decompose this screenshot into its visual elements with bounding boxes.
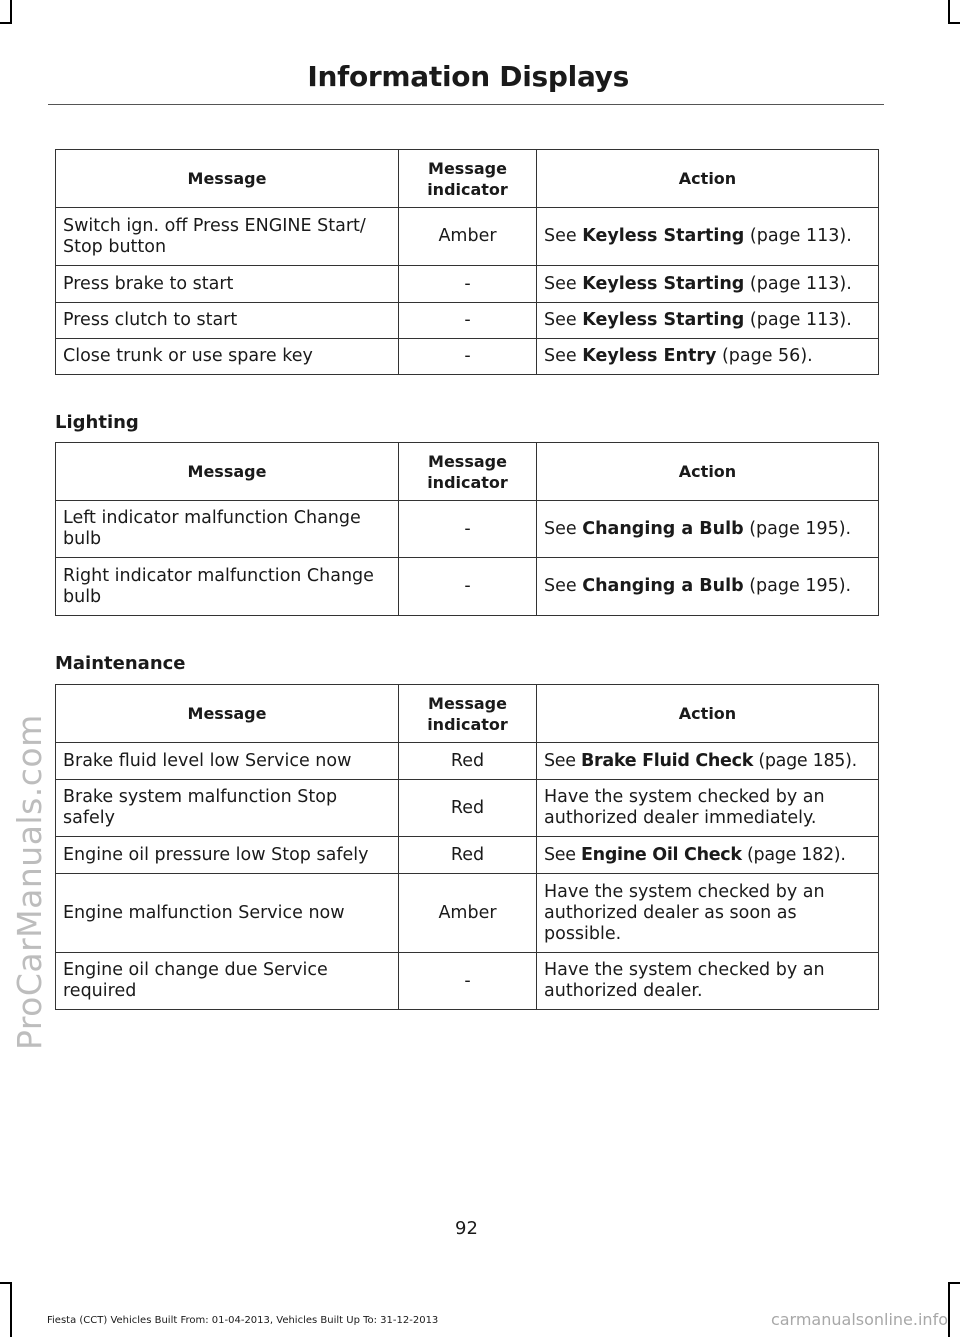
page-reference: (page 113).: [749, 226, 852, 246]
cross-reference-link[interactable]: Keyless Starting: [582, 310, 745, 330]
indicator-cell: -: [399, 953, 537, 1010]
action-cell: [537, 339, 879, 375]
crop-mark: [10, 0, 12, 22]
table-header-row: [56, 150, 879, 208]
table-row: [56, 339, 879, 375]
action-cell: [537, 266, 879, 303]
page-reference: (page 182).: [747, 844, 846, 865]
indicator-cell: Red: [399, 743, 537, 780]
page-reference: (page 56).: [721, 346, 813, 366]
page-reference: (page 195).: [749, 518, 852, 539]
indicator-cell: Amber: [399, 874, 537, 953]
crop-mark: [10, 1282, 12, 1337]
footer-site-watermark: carmanualsonline.info: [770, 1310, 948, 1329]
cross-reference-link[interactable]: Brake Fluid Check: [581, 750, 754, 771]
page-number: 92: [455, 1218, 478, 1239]
section-title-lighting: Lighting: [55, 412, 139, 433]
message-cell: Press brake to start: [56, 266, 399, 303]
page-reference: (page 113).: [749, 273, 852, 294]
action-cell: Have the system checked by an authorized dealer immediately.: [537, 780, 879, 837]
see-prefix: See: [544, 273, 577, 294]
cross-reference-link[interactable]: Changing a Bulb: [582, 518, 744, 539]
action-cell: [537, 501, 879, 558]
table-row: [56, 837, 879, 874]
message-table: [55, 442, 879, 616]
cross-reference-link[interactable]: Keyless Entry: [582, 346, 717, 366]
indicator-cell: -: [399, 339, 537, 375]
message-cell: Switch ign. off Press ENGINE Start/ Stop button: [56, 208, 399, 266]
section-title-maintenance: Maintenance: [55, 653, 186, 674]
message-cell: Close trunk or use spare key: [56, 339, 399, 375]
watermark-text: ProCarManuals.com: [10, 714, 49, 1050]
table-row: [56, 780, 879, 837]
header-rule: [48, 104, 884, 105]
see-prefix: See: [544, 346, 577, 366]
message-cell: Brake fluid level low Service now: [56, 743, 399, 780]
indicator-cell: Red: [399, 837, 537, 874]
message-cell: Press clutch to start: [56, 303, 399, 339]
crop-mark: [948, 0, 950, 22]
page-reference: (page 113).: [749, 310, 852, 330]
cross-reference-link[interactable]: Keyless Starting: [582, 226, 745, 246]
cross-reference-link[interactable]: Changing a Bulb: [582, 576, 744, 596]
message-cell: Engine oil change due Service required: [56, 953, 399, 1010]
cross-reference-link[interactable]: Keyless Starting: [582, 273, 745, 294]
crop-mark: [0, 1282, 12, 1284]
table-row: [56, 953, 879, 1010]
table-row: [56, 501, 879, 558]
crop-mark: [948, 1282, 950, 1337]
action-cell: Have the system checked by an authorized dealer as soon as possible.: [537, 874, 879, 953]
indicator-cell: -: [399, 501, 537, 558]
indicator-cell: -: [399, 558, 537, 616]
table-row: [56, 874, 879, 953]
table-header-row: [56, 685, 879, 743]
action-cell: [537, 208, 879, 266]
column-header-action: Action: [537, 685, 879, 743]
column-header-message: Message: [56, 443, 399, 501]
indicator-cell: Amber: [399, 208, 537, 266]
table-header-row: [56, 443, 879, 501]
column-header-indicator: Message indicator: [399, 685, 537, 743]
message-cell: Right indicator malfunction Change bulb: [56, 558, 399, 616]
message-cell: Engine malfunction Service now: [56, 874, 399, 953]
crop-mark: [0, 22, 12, 24]
indicator-cell: -: [399, 266, 537, 303]
message-cell: Brake system malfunction Stop safely: [56, 780, 399, 837]
page-reference: (page 195).: [749, 576, 852, 596]
column-header-indicator: Message indicator: [399, 443, 537, 501]
see-prefix: See: [544, 226, 577, 246]
page-reference: (page 185).: [758, 750, 857, 771]
table-row: [56, 558, 879, 616]
column-header-action: Action: [537, 150, 879, 208]
footer-vehicle-info: Fiesta (CCT) Vehicles Built From: 01-04-2013, Vehicles Built Up To: 31-12-2013: [47, 1315, 439, 1326]
crop-mark: [948, 1282, 960, 1284]
indicator-cell: -: [399, 303, 537, 339]
column-header-message: Message: [56, 150, 399, 208]
table-row: [56, 743, 879, 780]
message-cell: Engine oil pressure low Stop safely: [56, 837, 399, 874]
see-prefix: See: [544, 576, 577, 596]
message-cell: Left indicator malfunction Change bulb: [56, 501, 399, 558]
table-row: [56, 303, 879, 339]
table-row: [56, 208, 879, 266]
page-title: Information Displays: [307, 60, 629, 93]
action-cell: [537, 558, 879, 616]
see-prefix: See: [544, 518, 577, 539]
action-cell: [537, 303, 879, 339]
see-prefix: See: [544, 310, 577, 330]
crop-mark: [948, 22, 960, 24]
column-header-message: Message: [56, 685, 399, 743]
message-table: [55, 149, 879, 375]
indicator-cell: Red: [399, 780, 537, 837]
action-cell: [537, 837, 879, 874]
cross-reference-link[interactable]: Engine Oil Check: [581, 844, 742, 865]
action-cell: [537, 743, 879, 780]
see-prefix: See: [544, 750, 576, 771]
action-cell: Have the system checked by an authorized dealer.: [537, 953, 879, 1010]
message-table: [55, 684, 879, 1010]
table-row: [56, 266, 879, 303]
column-header-indicator: Message indicator: [399, 150, 537, 208]
see-prefix: See: [544, 844, 576, 865]
column-header-action: Action: [537, 443, 879, 501]
